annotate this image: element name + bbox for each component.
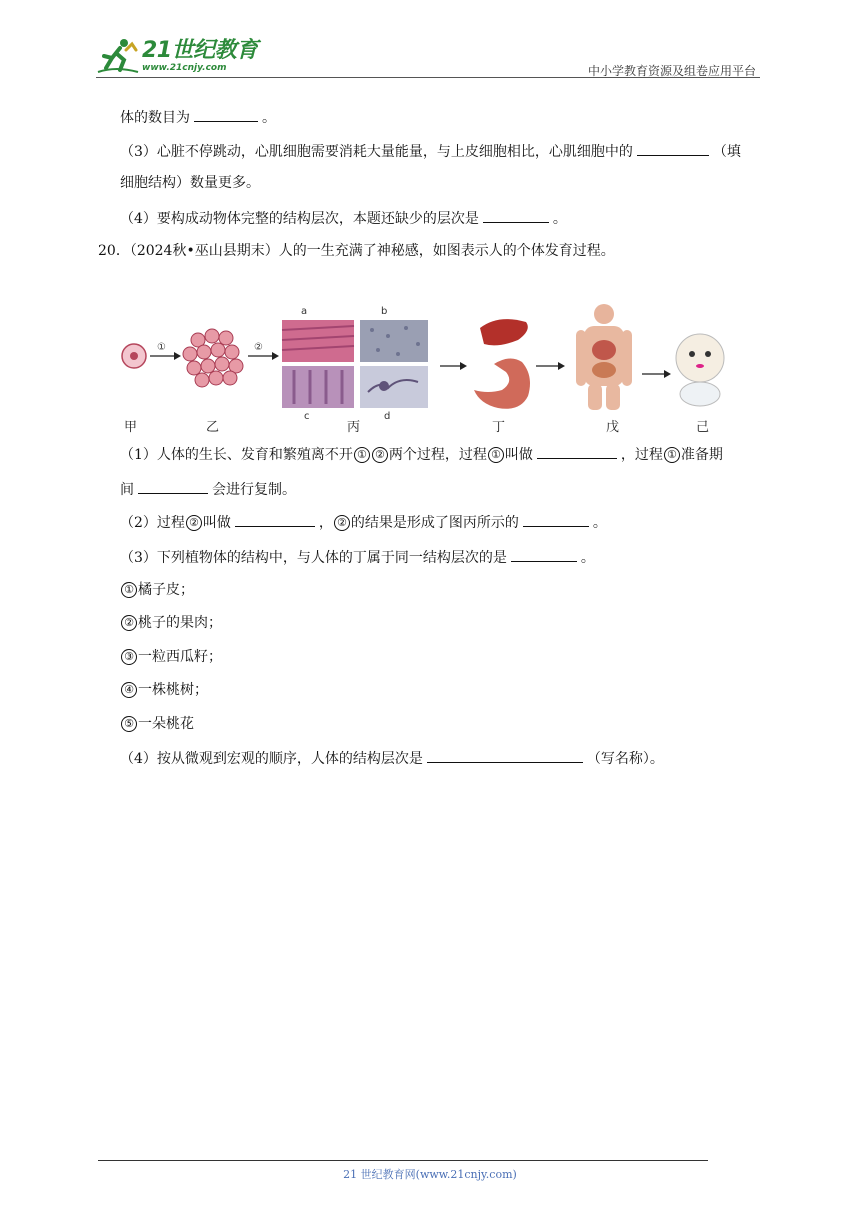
q19-text: 。: [552, 211, 567, 227]
label-jia: 甲: [124, 420, 138, 435]
q20-text: 两个过程，过程: [388, 447, 487, 463]
q19-text: （3）心脏不停跳动，心肌细胞需要消耗大量能量，与上皮细胞相比，心肌细胞中的: [120, 144, 633, 160]
header-divider: [96, 77, 760, 78]
label-wu: 戊: [606, 420, 620, 435]
answer-blank: [511, 546, 577, 562]
circled-number: ③: [121, 649, 137, 665]
micro-label-b: b: [381, 306, 388, 317]
baby-icon: [676, 334, 724, 406]
option-text: 一株桃树；: [138, 682, 208, 698]
circled-number: ②: [186, 515, 202, 531]
site-logo: [96, 36, 258, 76]
step-label-1: ①: [157, 342, 166, 353]
q19-line-1: [120, 106, 276, 128]
human-body-icon: [576, 304, 632, 410]
answer-blank: [537, 443, 617, 459]
arrow-icon: [536, 362, 565, 370]
q20-text: （写名称）。: [586, 751, 664, 767]
q20-part2: [120, 511, 607, 533]
step-label-2: ②: [254, 342, 263, 353]
option-text: 桃子的果肉；: [138, 615, 222, 631]
q20-text: 间: [120, 482, 134, 498]
q20-text: 叫做: [504, 447, 533, 463]
option-text: 一粒西瓜籽；: [138, 649, 222, 665]
q20-text: 叫做: [202, 515, 231, 531]
footer-divider: [98, 1160, 708, 1161]
runner-logo-icon: [96, 36, 140, 76]
q19-text: 。: [262, 110, 276, 126]
page-header: [96, 30, 760, 80]
q20-part1-line1: [120, 443, 723, 465]
q19-text: （4）要构成动物体完整的结构层次，本题还缺少的层次是: [120, 211, 479, 227]
zygote-icon: [122, 344, 146, 368]
q19-line-4: [120, 207, 567, 229]
q20-text: （4）按从微观到宏观的顺序，人体的结构层次是: [120, 751, 423, 767]
q20-text: 准备期: [680, 447, 723, 463]
circled-number: ①: [121, 582, 137, 598]
q20-text: （1）人体的生长、发育和繁殖离不开: [120, 447, 353, 463]
label-yi: 乙: [206, 420, 220, 435]
q20-text: 。: [580, 550, 595, 566]
q20-text: ，: [318, 515, 333, 531]
arrow-icon: [150, 352, 181, 360]
circled-number: ②: [334, 515, 350, 531]
circled-number: ⑤: [121, 716, 137, 732]
answer-blank: [637, 140, 709, 156]
answer-blank: [483, 207, 549, 223]
logo-title: 21世纪教育: [142, 37, 258, 63]
arrow-icon: [642, 370, 671, 378]
tissue-micrographs: [282, 320, 428, 408]
arrow-icon: [248, 352, 279, 360]
option-item: [120, 714, 194, 734]
circled-number: ①: [354, 447, 370, 463]
option-item: [120, 580, 194, 600]
logo-url: www.21cnjy.com: [142, 62, 227, 73]
circled-number: ②: [372, 447, 388, 463]
option-item: [120, 680, 208, 700]
circled-number: ④: [121, 682, 137, 698]
answer-blank: [194, 106, 258, 122]
q19-text: 体的数目为: [120, 110, 190, 126]
answer-blank: [235, 511, 315, 527]
circled-number: ①: [664, 447, 680, 463]
answer-blank: [523, 511, 589, 527]
q20-text: （3）下列植物体的结构中，与人体的丁属于同一结构层次的是: [120, 550, 507, 566]
option-text: 一朵桃花: [138, 716, 194, 732]
organs-icon: [474, 319, 530, 409]
q20-part3: [120, 546, 595, 568]
answer-blank: [138, 478, 208, 494]
answer-blank: [427, 747, 583, 763]
q19-line-3: 细胞结构）数量更多。: [120, 175, 260, 191]
option-item: [120, 647, 222, 667]
platform-name: 中小学教育资源及组卷应用平台: [587, 64, 756, 78]
option-item: [120, 613, 222, 633]
cell-cluster-icon: [183, 329, 243, 387]
circled-number: ①: [488, 447, 504, 463]
page-footer: 21 世纪教育网(www.21cnjy.com): [343, 1168, 517, 1181]
q20-text: ，过程: [620, 447, 663, 463]
q20-text: 会进行复制。: [212, 482, 296, 498]
circled-number: ②: [121, 615, 137, 631]
q20-part4: [120, 747, 664, 769]
q20-stem: 20．（2024秋•巫山县期末）人的一生充满了神秘感，如图表示人的个体发育过程。: [98, 243, 615, 259]
label-ji: 己: [696, 420, 710, 435]
arrow-icon: [440, 362, 467, 370]
q19-text: （填: [712, 144, 741, 160]
q20-text: （2）过程: [120, 515, 185, 531]
label-ding: 丁: [492, 420, 506, 435]
q20-text: 。: [592, 515, 607, 531]
micro-label-d: d: [384, 411, 391, 422]
development-figure: [118, 300, 738, 438]
q19-line-2: [120, 140, 741, 162]
option-text: 橘子皮；: [138, 582, 194, 598]
micro-label-c: c: [304, 411, 310, 422]
label-bing: 丙: [347, 420, 361, 435]
q20-part1-line2: [120, 478, 296, 500]
q20-text: 的结果是形成了图丙所示的: [350, 515, 519, 531]
micro-label-a: a: [301, 306, 308, 317]
